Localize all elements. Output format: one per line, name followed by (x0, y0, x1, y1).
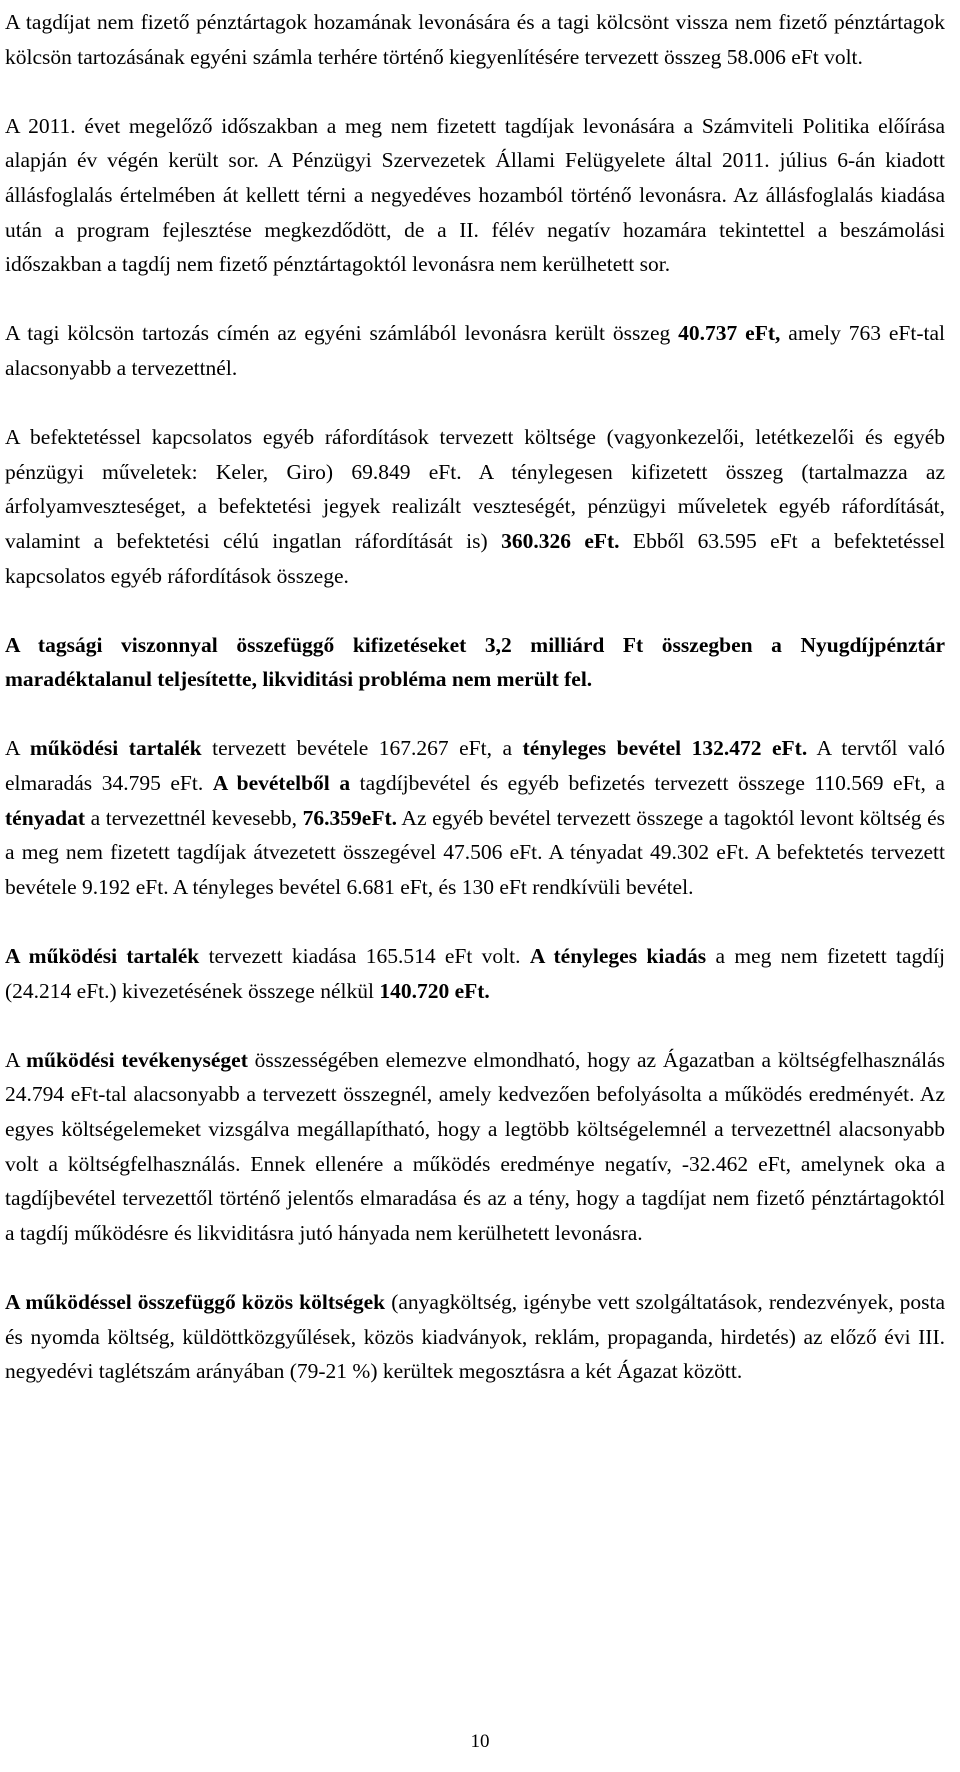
bold-text-run: 76.359eFt. (302, 805, 397, 830)
text-run: A (5, 1047, 27, 1072)
text-run: A tagi kölcsön tartozás címén az egyéni számlából levonásra került összeg (5, 321, 679, 346)
text-run: A 2011. évet megelőző időszakban a meg nem fizetett tagdíjak levonására a Számviteli Politika előírása alapján év végén került sor. A Pénzügyi Szervezetek Állami Felügyelete által 2011. július 6-án kiadott állásfoglalás értelmében át kellett térni a negyedéves hozamból történő levonásra. Az állásfoglalás kiadása után a program fejlesztése megkezdődött, de a II. félév negatív hozamára tekintettel a beszámolási időszakban a tagdíj nem fizető pénztártagoktól levonásra nem kerülhetett sor. (5, 113, 945, 277)
bold-text-run: 140.720 eFt. (379, 978, 490, 1003)
bold-text-run: működési tevékenységet (26, 1047, 248, 1072)
bold-text-run: 40.737 eFt, (678, 321, 781, 346)
bold-text-run: A működési tartalék (5, 944, 200, 969)
text-run: tervezett kiadása 165.514 eFt volt. (199, 944, 530, 969)
text-run: A tervtől való elmaradás 34.795 eFt. (5, 736, 946, 796)
bold-text-run: A bevételből a (212, 771, 351, 796)
text-run: A (5, 736, 30, 761)
bold-text-run: tényadat (5, 805, 86, 830)
text-run: összességében elemezve elmondható, hogy az Ágazatban a költségfelhasználás 24.794 eFt-tal alacsonyabb a tervezett összegnél, amely kedvezően befolyásolta a működés eredményét. Az egyes költségelemeket vizsgálva megállapítható, hogy a legtöbb költségelemnél a tervezettnél alacsonyabb volt a költségfelhasználás. Ennek ellenére a működés eredménye negatív, -32.462 eFt, amelynek oka a tagdíjbevétel tervezettől történő jelentős elmaradása és az a tény, hogy a tagdíjat nem fizető pénztártagoktól a tagdíj működésre és likviditásra jutó hányada nem kerülhetett levonásra. (5, 1047, 946, 1245)
bold-text-run: működési tartalék (29, 736, 202, 761)
text-run: Ebből 63.595 eFt a befektetéssel kapcsolatos egyéb ráfordítások összege. (5, 528, 946, 588)
text-run: a tervezettnél kevesebb, (85, 805, 303, 830)
paragraph-szamviteli-politika (5, 109, 945, 282)
page-number: 10 (470, 1731, 490, 1752)
text-run: A befektetéssel kapcsolatos egyéb ráfordítások tervezett költsége (vagyonkezelői, letétkezelői és egyéb pénzügyi műveletek: Keler, Giro) 69.849 eFt. A ténylegesen kifizetett összeg (tartalmazza az árfolyamveszteséget, a befektetési jegyek realizált veszteségét, pénzügyi műveletek egyéb ráfordítását, valamint a befektetési célú ingatlan ráfordítását is) (5, 425, 945, 553)
text-run: tagdíjbevétel és egyéb befizetés tervezett összege 110.569 eFt, a (350, 771, 945, 796)
paragraph-tagsagi-kifizetesek (5, 628, 945, 697)
paragraph-mukodesi-tartalek-kiadas (5, 939, 945, 1008)
text-run: a meg nem fizetett tagdíj (24.214 eFt.) kivezetésének összege nélkül (5, 944, 945, 1003)
paragraph-befektetesi-raforditasok (5, 420, 945, 593)
text-run: tervezett bevétele 167.267 eFt, a (201, 736, 523, 761)
bold-text-run: tényleges bevétel 132.472 eFt. (522, 736, 808, 761)
bold-text-run: 360.326 eFt. (501, 528, 620, 553)
text-run: amely 763 eFt-tal alacsonyabb a tervezettnél. (5, 321, 946, 380)
paragraph-mukodesi-tevekenyseg (5, 1043, 945, 1251)
paragraph-kozos-koltsegek (5, 1285, 945, 1389)
text-run: Az egyéb bevétel tervezett összege a tagoktól levont költség és a meg nem fizetett tagdíjak átvezetett összegével 47.506 eFt. A tényadat 49.302 eFt. A befektetés tervezett bevétele 9.192 eFt. A tényleges bevétel 6.681 eFt, és 130 eFt rendkívüli bevétel. (5, 805, 946, 899)
bold-text-run: A tagsági viszonnyal összefüggő kifizetéseket 3,2 milliárd Ft összegben a Nyugdíjpénztár maradéktalanul teljesítette, likviditási probléma nem merült fel. (5, 632, 945, 692)
document-body (5, 5, 945, 1423)
text-run: A tagdíjat nem fizető pénztártagok hozamának levonására és a tagi kölcsönt vissza nem fizető pénztártagok kölcsön tartozásának egyéni számla terhére történő kiegyenlítésére tervezett összeg 58.006 eFt volt. (5, 10, 945, 69)
bold-text-run: A működéssel összefüggő közös költségek (5, 1289, 386, 1314)
paragraph-tagi-kolcson (5, 316, 945, 385)
paragraph-tagdij-levonas (5, 5, 945, 74)
paragraph-mukodesi-tartalek-bevetel (5, 731, 945, 904)
text-run: (anyagköltség, igénybe vett szolgáltatások, rendezvények, posta és nyomda költség, küldöttközgyűlések, közös kiadványok, reklám, propaganda, hirdetés) az előző évi III. negyedévi taglétszám arányában (79-21 %) kerültek megosztásra a két Ágazat között. (5, 1289, 945, 1384)
bold-text-run: A tényleges kiadás (529, 944, 707, 969)
